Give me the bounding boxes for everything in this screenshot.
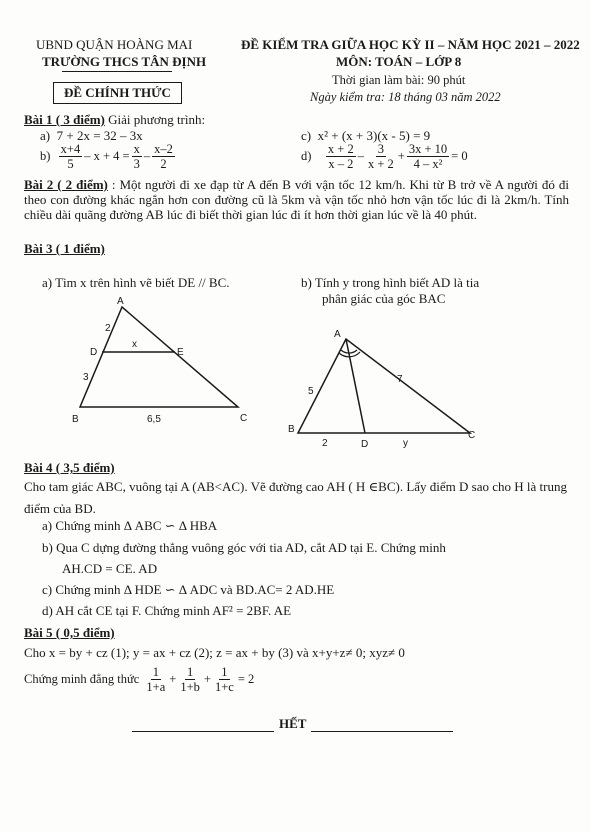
bai5-fraction-3: $\frac{1}{1+c}$: [214, 665, 234, 695]
vertex-b-label: B: [72, 414, 79, 425]
label-ac: 7: [397, 374, 403, 385]
subject-line: MÔN: TOÁN – LỚP 8: [336, 54, 462, 69]
bai3-b-text-2: phân giác của góc BAC: [322, 291, 446, 306]
bai1-d-fraction-2: $\frac{3}{x + 2}$: [367, 142, 394, 172]
bai5-plus-1: +: [169, 672, 177, 687]
footer-rule-right: [311, 731, 453, 732]
label-ad: 2: [105, 323, 111, 334]
bai2: [24, 177, 569, 222]
triangle-abc-2: [298, 339, 470, 433]
bai5-title: Bài 5 ( 0,5 điểm): [24, 625, 115, 640]
bai1-d-fraction-3: $\frac{3x + 10}{\text{4 – x²}}$: [408, 142, 448, 172]
bai3-title: Bài 3 ( 1 điểm): [24, 241, 105, 256]
bai4-a: a) Chứng minh Δ ABC ∽ Δ HBA: [42, 518, 218, 533]
bai5-plus-2: +: [203, 672, 211, 687]
district-name: UBND QUẬN HOÀNG MAI: [36, 37, 193, 52]
bai4-intro: Cho tam giác ABC, vuông tại A (AB<AC). Vẽ đường cao AH ( H ∈BC). Lấy điểm D sao cho H là trung điểm của BD.: [24, 479, 567, 516]
bai1-b-fraction-3: $\frac{x-2}{2}$: [154, 142, 173, 172]
bai5-prove-text: Chứng minh đẳng thức: [24, 672, 140, 687]
vertex-a-label-2: A: [334, 329, 341, 340]
label-bd: 2: [322, 438, 328, 449]
vertex-c-label: C: [240, 413, 248, 424]
bai2-text: : Một người đi xe đạp từ A đến B với vận tốc 12 km/h. Khi từ B trở về A người đó đi theo con đường khác ngắn hơn con đường cũ là 5km và vận tốc nhỏ hơn vận tốc lúc đi là 2km/h. Tính chiều dài quãng đường AB lúc đi biết thời gian lúc đi ít hơn thời gian lúc về là 40 phút.: [24, 177, 569, 222]
bai1-intro: Giải phương trình:: [104, 112, 206, 127]
bai1-c-eq: x² + (x + 3)(x - 5) = 9: [317, 128, 431, 143]
footer-rule-left: [132, 731, 274, 732]
bai1-heading: [24, 112, 205, 128]
bai5-prove: [24, 665, 254, 695]
vertex-a-label: A: [117, 296, 124, 307]
bai1-d-fraction-1: $\frac{x + 2}{x - 2}$: [327, 142, 354, 172]
bai4-c: c) Chứng minh Δ HDE ∽ Δ ADC và BD.AC= 2 AD.HE: [42, 582, 335, 597]
bai1-b-minus: –: [143, 149, 151, 164]
bai1-a-label: a): [40, 128, 51, 143]
bai4-b-line1: b) Qua C dựng đường thẳng vuông góc với tia AD, cắt AD tại E. Chứng minh: [42, 540, 446, 555]
bai4-b-line2: AH.CD = CE. AD: [62, 561, 158, 576]
triangle-abc: [80, 307, 238, 407]
bai5-fraction-1: $\frac{1}{1+a}$: [146, 665, 166, 695]
vertex-b-label-2: B: [288, 424, 295, 435]
bai1-d-plus: +: [397, 149, 405, 164]
bai1-c-label: c): [301, 128, 312, 143]
bai1-a-eq: 7 + 2x = 32 – 3x: [56, 128, 143, 143]
label-de: x: [132, 339, 137, 350]
duration: Thời gian làm bài: 90 phút: [332, 73, 466, 87]
bai1-d-label: d): [301, 149, 312, 164]
label-ab: 5: [308, 386, 314, 397]
bai5-equals: = 2: [237, 672, 255, 687]
bai3-b-text-1: b) Tính y trong hình biết AD là tia: [301, 275, 480, 290]
school-underline: [62, 71, 172, 72]
bai1-b-label: b): [40, 149, 51, 164]
bai3-a-text: a) Tìm x trên hình vẽ biết DE // BC.: [42, 275, 230, 290]
bai5-given: Cho x = by + cz (1); y = ax + cz (2); z = ax + by (3) và x+y+z≠ 0; xyz≠ 0: [24, 645, 405, 660]
label-bc: 6,5: [147, 414, 161, 425]
figure-angle-bisector: [283, 322, 493, 452]
bai1-b-mid: – x + 4 =: [84, 149, 130, 164]
school-name: TRƯỜNG THCS TÂN ĐỊNH: [42, 54, 207, 69]
bai5-fraction-2: $\frac{1}{1+b}$: [180, 665, 200, 695]
vertex-d-label: D: [90, 347, 98, 358]
vertex-e-label: E: [177, 347, 184, 358]
bai1-d-minus: –: [357, 149, 364, 164]
figure-triangle-de-parallel-bc: [60, 295, 260, 430]
bai1-title: Bài 1 ( 3 điểm): [24, 112, 105, 127]
bai1-d-eq: = 0: [451, 149, 468, 164]
bai1-b-fraction-2: $\frac{x}{3}$: [133, 142, 140, 172]
bai1-b-fraction-1: $\frac{x+4}{5}$: [60, 142, 81, 172]
end-marker: HẾT: [279, 716, 307, 731]
bai2-title: Bài 2 ( 2 điểm): [24, 177, 108, 192]
bai1-b: [40, 142, 177, 172]
bai4-d: d) AH cắt CE tại F. Chứng minh AF² = 2BF. AE: [42, 603, 292, 618]
vertex-c-label-2: C: [468, 430, 476, 441]
exam-title: ĐỀ KIỂM TRA GIỮA HỌC KỲ II – NĂM HỌC 2021 – 2022: [241, 37, 580, 52]
bai4-title: Bài 4 ( 3,5 điểm): [24, 460, 115, 475]
vertex-d-label-2: D: [361, 439, 369, 450]
label-db: 3: [83, 372, 89, 383]
bai1-d: [301, 142, 468, 172]
exam-date: Ngày kiểm tra: 18 tháng 03 năm 2022: [310, 90, 501, 104]
official-exam-box: ĐỀ CHÍNH THỨC: [53, 82, 182, 104]
label-dc: y: [403, 438, 408, 449]
